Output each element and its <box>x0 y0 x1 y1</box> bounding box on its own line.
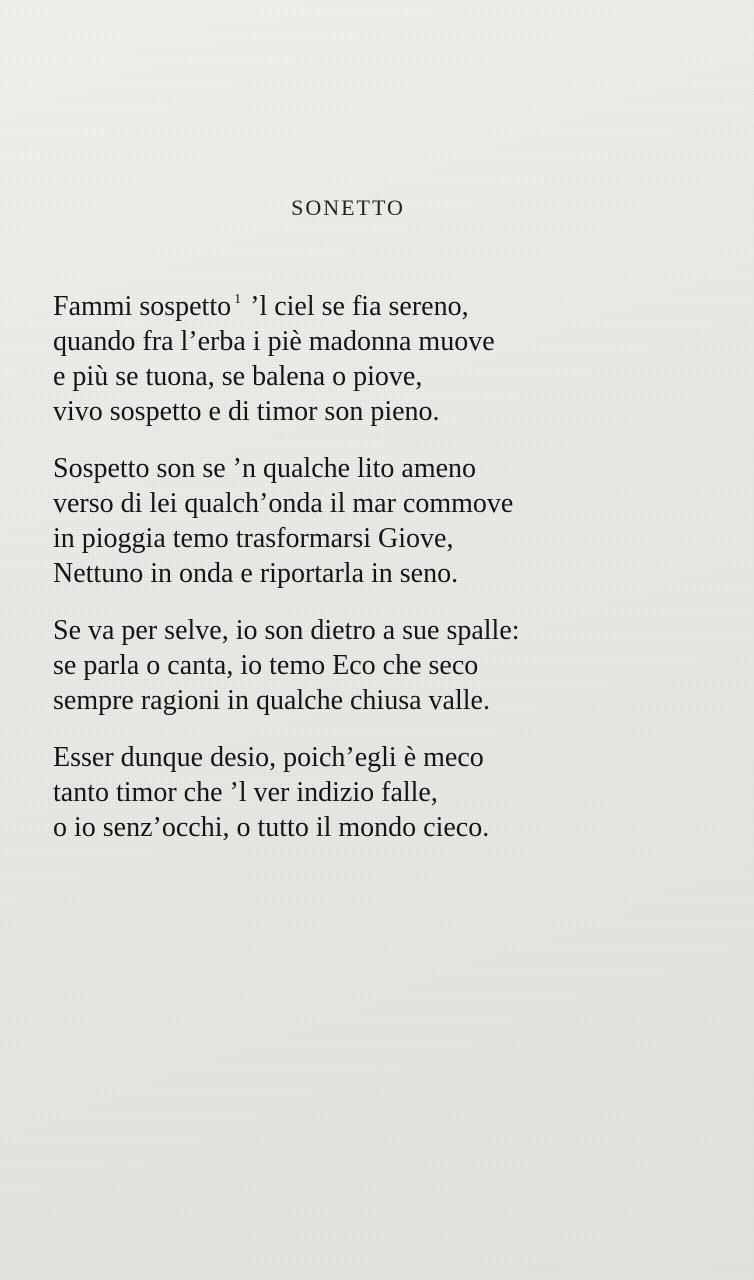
poem-line-2: quando fra l’erba i piè madonna muove <box>53 326 495 357</box>
poem-line-12: Esser dunque desio, poich’egli è meco <box>53 742 484 773</box>
poem-line-14: o io senz’occhi, o tutto il mondo cieco. <box>53 812 490 843</box>
poem-line-10: se parla o canta, io temo Eco che seco <box>53 650 479 681</box>
poem-line-13: tanto timor che ’l ver indizio falle, <box>53 777 438 808</box>
poem-line-6: verso di lei qualch’onda il mar commove <box>53 488 514 519</box>
poem-line-11: sempre ragioni in qualche chiusa valle. <box>53 685 490 716</box>
poem-line-9: Se va per selve, io son dietro a sue spalle: <box>53 615 520 646</box>
poem-line-4: vivo sospetto e di timor son pieno. <box>53 396 440 427</box>
poem-body <box>53 282 693 867</box>
stanza-1 <box>53 282 693 429</box>
poem-line-5: Sospetto son se ’n qualche lito ameno <box>53 453 477 484</box>
poem-line-7: in pioggia temo trasformarsi Giove, <box>53 523 454 554</box>
poem-title: SONETTO <box>291 195 405 220</box>
poem-line-3: e più se tuona, se balena o piove, <box>53 361 423 392</box>
stanza-2 <box>53 451 693 591</box>
stanza-3 <box>53 613 693 718</box>
poem-line-1 <box>53 282 693 324</box>
poem-line-1-end: ’l ciel se fia sereno, <box>243 291 469 322</box>
stanza-4 <box>53 740 693 845</box>
poem-line-8: Nettuno in onda e riportarla in seno. <box>53 558 459 589</box>
poem-line-1-start: Fammi sospetto <box>53 291 232 322</box>
footnote-marker: 1 <box>234 292 242 307</box>
